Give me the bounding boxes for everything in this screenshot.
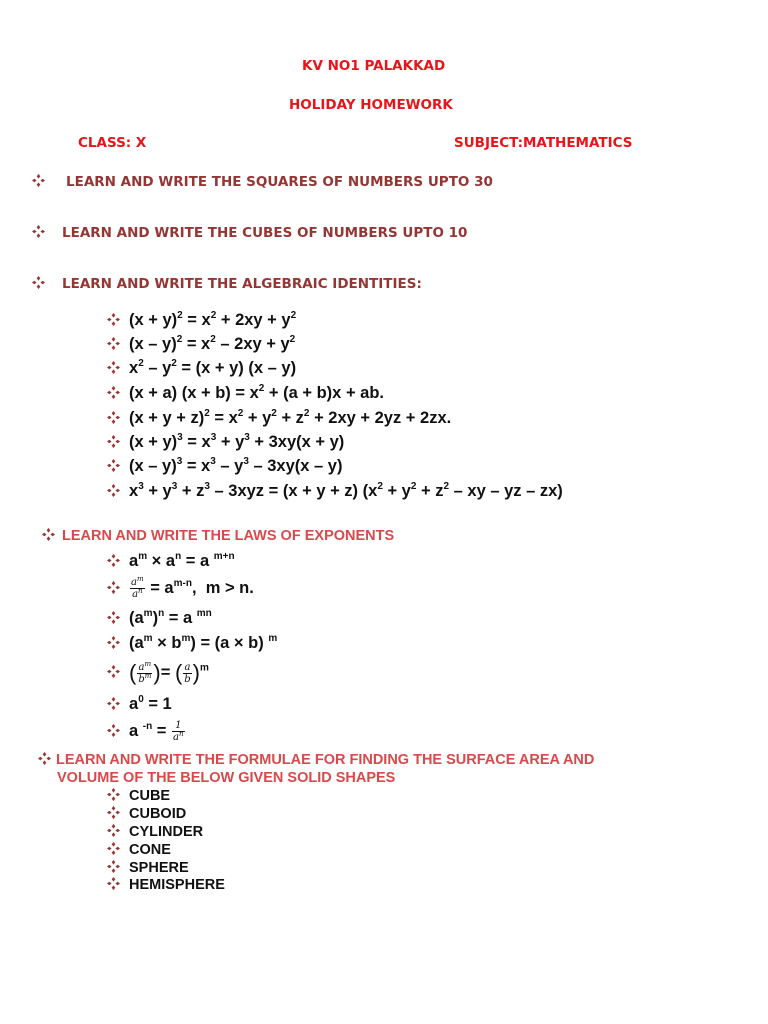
diamond-bullet-icon <box>107 337 120 350</box>
diamond-bullet-icon <box>107 842 120 855</box>
diamond-bullet-icon <box>107 636 120 649</box>
exponent-law-7: a $^{-n}$ = $\frac{1}{a^n}$ <box>107 720 186 743</box>
task-cubes-text: LEARN AND WRITE THE CUBES OF NUMBERS UPTO 10 <box>62 225 468 241</box>
diamond-bullet-icon <box>42 528 55 541</box>
diamond-bullet-icon <box>107 313 120 326</box>
identity-8: $x^3 + y^3 + z^3 - 3xyz = (x + y + z) (x^2 + y^2 + z^2$ – xy – yz – zx) <box>107 482 563 501</box>
shape-item-cuboid <box>107 806 186 822</box>
exponent-law-5: ( $\frac{a^m}{b^m}$ )= ( $\frac{a}{b}$ )$^m$ <box>107 660 209 686</box>
shape-item-hemisphere <box>107 877 225 893</box>
exponent-law-4: $(a^m \times b^m) = (a \times b)$ $^m$ <box>107 634 277 653</box>
identity-1: $(x + y)^2 = x^2 + 2xy + y^2$ <box>107 311 296 330</box>
shape-item-cylinder <box>107 824 203 840</box>
shape-item-sphere <box>107 860 189 876</box>
shape-label: CUBOID <box>129 806 187 822</box>
identity-4: (x + a) $(x + b) = x^2 + (a + b)x$ + ab. <box>107 384 384 403</box>
diamond-bullet-icon <box>107 860 120 873</box>
class-label: CLASS: X <box>78 135 147 151</box>
shape-item-cube <box>107 788 170 804</box>
task-exponents-text: LEARN AND WRITE THE LAWS OF EXPONENTS <box>62 528 395 544</box>
subject-label: SUBJECT:MATHEMATICS <box>454 135 633 151</box>
diamond-bullet-icon <box>107 806 120 819</box>
identity-5: $(x + y + z)^2 = x^2 + y^2 + z^2 + 2xy + 2yz + 2zx$. <box>107 409 451 428</box>
diamond-bullet-icon <box>32 225 45 238</box>
document-title: HOLIDAY HOMEWORK <box>289 97 453 113</box>
diamond-bullet-icon <box>32 174 45 187</box>
diamond-bullet-icon <box>107 361 120 374</box>
identity-2: $(x - y)^2 = x^2 - 2xy + y^2$ <box>107 335 295 354</box>
diamond-bullet-icon <box>32 276 45 289</box>
diamond-bullet-icon <box>107 877 120 890</box>
exponent-law-6: $a^0 = 1$ <box>107 695 172 714</box>
school-name: KV NO1 PALAKKAD <box>302 58 446 74</box>
task-cubes <box>32 225 467 241</box>
task-squares <box>32 174 493 190</box>
diamond-bullet-icon <box>107 724 120 737</box>
task-mensuration-line2: VOLUME OF THE BELOW GIVEN SOLID SHAPES <box>57 770 396 786</box>
identity-3: $x^2 - y^2 = (x + y)$ (x – y) <box>107 359 296 378</box>
diamond-bullet-icon <box>107 411 120 424</box>
diamond-bullet-icon <box>107 554 120 567</box>
shape-label: HEMISPHERE <box>129 877 225 893</box>
task-squares-text: LEARN AND WRITE THE SQUARES OF NUMBERS UPTO 30 <box>66 174 493 190</box>
diamond-bullet-icon <box>107 435 120 448</box>
shape-label: CUBE <box>129 788 171 804</box>
shape-label: CYLINDER <box>129 824 204 840</box>
shape-label: CONE <box>129 842 171 858</box>
identity-7: $(x - y)^3 = x^3 - y^3 - 3xy(x - y)$ <box>107 457 342 476</box>
diamond-bullet-icon <box>107 697 120 710</box>
diamond-bullet-icon <box>107 484 120 497</box>
shape-item-cone <box>107 842 171 858</box>
diamond-bullet-icon <box>107 611 120 624</box>
diamond-bullet-icon <box>38 752 51 765</box>
diamond-bullet-icon <box>107 824 120 837</box>
diamond-bullet-icon <box>107 581 120 594</box>
task-mensuration-line1: LEARN AND WRITE THE FORMULAE FOR FINDING THE SURFACE AREA AND <box>56 752 595 768</box>
identity-6: $(x + y)^3 = x^3 + y^3 + 3xy(x + y)$ <box>107 433 344 452</box>
task-exponents <box>42 528 394 544</box>
task-identities <box>32 276 422 292</box>
exponent-law-2: $\frac{a^m}{a^n}$ = $a^{m-n}$, m > n. <box>107 577 254 600</box>
task-identities-text: LEARN AND WRITE THE ALGEBRAIC IDENTITIES: <box>62 276 422 292</box>
diamond-bullet-icon <box>107 386 120 399</box>
exponent-law-3: $(a^m)^n = a$ $^{mn}$ <box>107 609 212 628</box>
shape-label: SPHERE <box>129 860 189 876</box>
task-mensuration <box>38 752 594 768</box>
exponent-law-1: $a^m \times a^n = a$ $^{m+n}$ <box>107 552 235 571</box>
diamond-bullet-icon <box>107 459 120 472</box>
diamond-bullet-icon <box>107 665 120 678</box>
diamond-bullet-icon <box>107 788 120 801</box>
